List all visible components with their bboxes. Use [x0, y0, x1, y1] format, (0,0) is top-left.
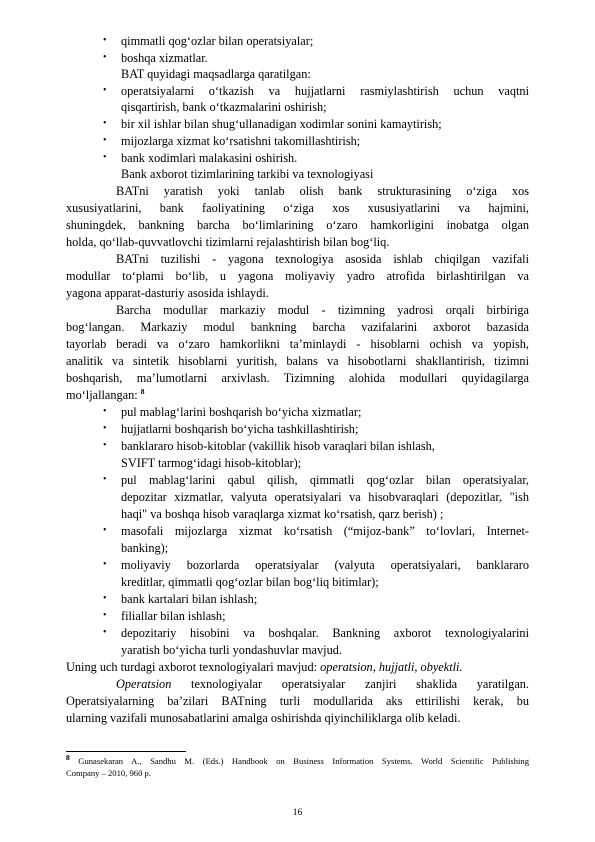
section-heading: Bank axborot tizimlarining tarkibi va texnologiyasi — [121, 167, 374, 181]
separator: , — [372, 660, 379, 674]
paragraph-text: Uning uch turdagi axborot texnologiyalari mavjud: — [66, 660, 318, 674]
bullet-icon: • — [103, 610, 107, 621]
footnote-line: Company – 2010, 960 p. — [66, 768, 151, 778]
paragraph-line: ularning vazifali munosabatlarini amalga oshirishda qiyinchiliklarga olib keladi. — [66, 711, 461, 725]
footnote-text: Gunasekaran A., Sandhu M. (Eds.) Handbook on Business Information Systems. World Scientific Publishing — [69, 756, 529, 766]
bullet-icon: • — [103, 135, 107, 146]
bullet-icon: • — [103, 525, 107, 536]
paragraph-line: tayorlab beradi va o‘zaro hamkorlikni ta’minlaydi - hisoblarni ochish va yopish, — [66, 337, 529, 351]
footnote-mark: 8 — [66, 753, 70, 763]
paragraph-line: bog‘langan. Markaziy modul bankning barcha vazifalarini axborot bazasida — [66, 320, 529, 334]
list-item: bank xodimlari malakasini oshirish. — [121, 151, 298, 165]
list-item: bir xil ishlar bilan shug‘ullanadigan xodimlar sonini kamaytirish; — [121, 117, 442, 131]
bullet-icon: • — [103, 423, 107, 434]
list-item: depozitariy hisobini va boshqalar. Bankning axborot texnologiyalarini — [121, 626, 529, 640]
bullet-icon: • — [103, 118, 107, 129]
term-operatsion: Operatsion — [116, 677, 172, 691]
list-item-continuation: banking); — [121, 541, 169, 555]
term-operatsion: operatsion — [320, 660, 373, 674]
paragraph-line: shuningdek, bankning barcha bo‘limlarining o‘zaro hamkorligini inobatga olgan — [66, 218, 529, 232]
bullet-icon: • — [103, 406, 107, 417]
list-item: banklararo hisob-kitoblar (vakillik hisob varaqlari bilan ishlash, — [121, 439, 435, 453]
paragraph-line: yagona apparat-dasturiy asosida ishlaydi. — [66, 286, 269, 300]
list-item-continuation: haqi" va boshqa hisob varaqlarga xizmat ko‘rsatish, qarz berish) ; — [121, 507, 444, 521]
bullet-icon: • — [103, 85, 107, 96]
footnote-divider — [66, 751, 186, 752]
paragraph-line: BATni tuzilishi - yagona texnologiya asosida ishlab chiqilgan vazifali — [116, 252, 529, 266]
bullet-icon: • — [103, 440, 107, 451]
list-item-continuation: SVIFT tarmog‘idagi hisob-kitoblar); — [121, 456, 302, 470]
footnote-line — [66, 753, 529, 767]
paragraph-line — [116, 677, 529, 691]
list-item-continuation: yaratish bo‘yicha turli yondashuvlar mavjud. — [121, 643, 342, 657]
bullet-icon: • — [103, 152, 107, 163]
bullet-icon: • — [103, 627, 107, 638]
paragraph-line: xususiyatlarini, bank faoliyatining o‘ziga xos xususiyatlarini va hajmini, — [66, 201, 529, 215]
list-item: boshqa xizmatlar. — [121, 51, 208, 65]
list-item: qimmatli qog‘ozlar bilan operatsiyalar; — [121, 34, 314, 48]
footnote-reference: 8 — [140, 386, 145, 396]
page-number: 16 — [292, 808, 303, 818]
list-item-continuation: qisqartirish, bank o‘tkazmalarini oshirish; — [121, 100, 327, 114]
list-item: filiallar bilan ishlash; — [121, 609, 226, 623]
term-hujjatli: hujjatli — [378, 660, 415, 674]
separator: , — [414, 660, 421, 674]
list-item: bank kartalari bilan ishlash; — [121, 592, 258, 606]
list-item: pul mablag‘larini boshqarish bo‘yicha xizmatlar; — [121, 405, 362, 419]
paragraph-line — [66, 388, 145, 402]
bullet-icon: • — [103, 559, 107, 570]
list-item: pul mablag‘larini qabul qilish, qimmatli qog‘ozlar bilan operatsiyalar, — [121, 473, 529, 487]
paragraph-text: mo‘ljallangan: — [66, 388, 138, 402]
paragraph-line: analitik va sintetik hisoblarni yuritish, balans va hisobotlarni shakllantirish, tizimni — [66, 354, 529, 368]
paragraph-line: holda, qo‘llab-quvvatlovchi tizimlarni rejalashtirish bilan bog‘liq. — [66, 235, 390, 249]
list-item: moliyaviy bozorlarda operatsiyalar (valyuta operatsiyalari, banklararo — [121, 558, 529, 572]
list-item: masofali mijozlarga xizmat ko‘rsatish (“mijoz-bank” to‘lovlari, Internet- — [121, 524, 529, 538]
bullet-icon: • — [103, 474, 107, 485]
paragraph-line — [66, 660, 463, 674]
bullet-icon: • — [103, 593, 107, 604]
paragraph-line: Barcha modullar markaziy modul - tizimning yadrosi orqali birbiriga — [116, 303, 529, 317]
paragraph-line: BATni yaratish yoki tanlab olish bank strukturasining o‘ziga xos — [116, 184, 529, 198]
paragraph-line: modullar to‘plami bo‘lib, u yagona moliyaviy yadro atrofida birlashtirilgan va — [66, 269, 529, 283]
list-item: mijozlarga xizmat ko‘rsatishni takomillashtirish; — [121, 134, 361, 148]
list-item-continuation: kreditlar, qimmatli qog‘ozlar bilan bog‘liq bitimlar); — [121, 575, 379, 589]
bullet-icon: • — [103, 52, 107, 63]
paragraph-line: boshqarish, ma’lumotlarni arxivlash. Tizimning alohida modullari quyidagilarga — [66, 371, 529, 385]
list-item: operatsiyalarni o‘tkazish va hujjatlarni rasmiylashtirish uchun vaqtni — [121, 84, 529, 98]
list-item-continuation: depozitar xizmatlar, valyuta operatsiyalari va hisobvaraqlari (depozitlar, "ish — [121, 490, 529, 504]
paragraph-line: Operatsiyalarning ba’zilari BATning turli modullarida aks ettirilishi kerak, bu — [66, 694, 529, 708]
term-obyektli: obyektli. — [420, 660, 463, 674]
list-item: hujjatlarni boshqarish bo‘yicha tashkillashtirish; — [121, 422, 359, 436]
paragraph-text: texnologiyalar operatsiyalar zanjiri shaklida yaratilgan. — [171, 677, 529, 691]
bullet-icon: • — [103, 35, 107, 46]
paragraph-line: BAT quyidagi maqsadlarga qaratilgan: — [121, 67, 311, 81]
